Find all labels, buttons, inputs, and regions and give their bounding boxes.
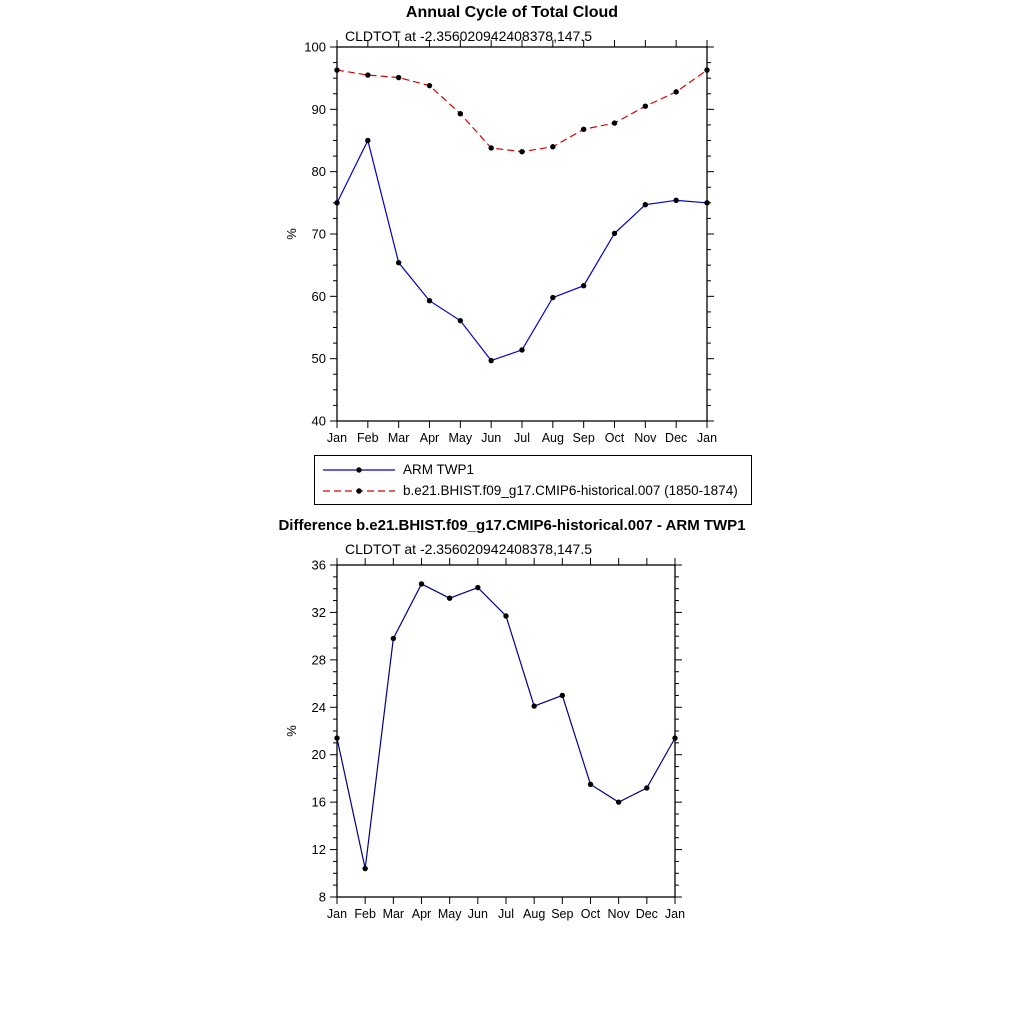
x-tick-label: Jul [498, 907, 514, 921]
legend-label: b.e21.BHIST.f09_g17.CMIP6-historical.007 (1850-1874) [403, 483, 738, 498]
data-point-marker [427, 83, 432, 88]
x-tick-label: Apr [411, 907, 432, 921]
legend-line-sample-solid [321, 462, 397, 478]
x-tick-label: Nov [607, 907, 630, 921]
data-point-marker [643, 104, 648, 109]
top-chart-canvas [0, 0, 1024, 450]
data-point-marker [519, 149, 524, 154]
data-point-marker [391, 636, 396, 641]
x-tick-label: Jan [326, 431, 348, 445]
data-point-marker [581, 127, 586, 132]
series-line-0 [337, 584, 675, 869]
legend-entry [321, 460, 745, 479]
x-tick-label: Jan [696, 431, 718, 445]
series-line-0 [337, 141, 707, 361]
data-point-marker [458, 318, 463, 323]
data-point-marker [365, 72, 370, 77]
y-axis-label: % [284, 228, 299, 240]
top-chart-subtitle: CLDTOT at -2.356020942408378,147.5 [345, 28, 593, 44]
data-point-marker [704, 200, 709, 205]
x-tick-label: Jan [326, 907, 348, 921]
data-point-marker [334, 67, 339, 72]
data-point-marker [581, 283, 586, 288]
x-tick-label: May [448, 431, 473, 445]
y-tick-label: 50 [311, 351, 326, 367]
legend-entry [321, 481, 745, 500]
data-point-marker [550, 144, 555, 149]
data-point-marker [334, 735, 339, 740]
x-tick-label: Apr [419, 431, 440, 445]
y-tick-label: 20 [311, 747, 326, 763]
data-point-marker [519, 347, 524, 352]
bottom-chart-title: Difference b.e21.BHIST.f09_g17.CMIP6-historical.007 - ARM TWP1 [278, 517, 746, 534]
data-point-marker [488, 358, 493, 363]
chart-axes [304, 40, 717, 446]
x-tick-label: Dec [635, 907, 658, 921]
data-point-marker [612, 120, 617, 125]
data-point-marker [616, 799, 621, 804]
y-tick-label: 32 [311, 604, 326, 620]
data-point-marker [419, 581, 424, 586]
x-tick-label: Sep [551, 907, 574, 921]
data-point-marker [334, 200, 339, 205]
x-tick-label: Oct [580, 907, 601, 921]
x-tick-label: Jun [467, 907, 488, 921]
x-tick-label: Dec [665, 431, 688, 445]
y-tick-label: 12 [311, 842, 326, 858]
y-tick-label: 16 [311, 794, 326, 810]
bottom-chart-canvas [0, 555, 1024, 930]
data-point-marker [488, 145, 493, 150]
data-point-marker [427, 298, 432, 303]
x-tick-label: Feb [354, 907, 376, 921]
data-point-marker [503, 613, 508, 618]
y-tick-label: 60 [311, 288, 326, 304]
x-tick-label: Feb [357, 431, 379, 445]
data-point-marker [396, 260, 401, 265]
y-tick-label: 24 [311, 699, 326, 715]
x-tick-label: Nov [634, 431, 657, 445]
legend-marker [356, 488, 361, 493]
data-point-marker [475, 585, 480, 590]
data-point-marker [644, 785, 649, 790]
y-tick-label: 8 [318, 889, 326, 905]
y-tick-label: 40 [311, 413, 326, 429]
data-point-marker [396, 75, 401, 80]
x-tick-label: Oct [604, 431, 625, 445]
x-tick-label: Sep [572, 431, 595, 445]
series-line-1 [337, 70, 707, 152]
bottom-chart-subtitle: CLDTOT at -2.356020942408378,147.5 [345, 541, 593, 557]
data-point-marker [550, 295, 555, 300]
legend-line-sample-dashed [321, 483, 397, 499]
y-tick-label: 70 [311, 226, 326, 242]
y-tick-label: 36 [311, 557, 326, 573]
data-point-marker [588, 782, 593, 787]
data-point-marker [560, 693, 565, 698]
data-point-marker [362, 866, 367, 871]
x-tick-label: Jul [514, 431, 530, 445]
data-point-marker [612, 231, 617, 236]
chart-axes [312, 558, 686, 922]
x-tick-label: Mar [387, 431, 410, 445]
data-point-marker [672, 735, 677, 740]
legend [314, 455, 752, 505]
data-point-marker [447, 596, 452, 601]
data-point-marker [673, 198, 678, 203]
data-point-marker [365, 138, 370, 143]
y-tick-label: 100 [304, 39, 326, 55]
data-point-marker [643, 202, 648, 207]
x-tick-label: Jun [481, 431, 502, 445]
x-tick-label: May [437, 907, 462, 921]
x-tick-label: Jan [664, 907, 686, 921]
data-point-marker [531, 703, 536, 708]
legend-marker [356, 467, 361, 472]
x-tick-label: Aug [523, 907, 546, 921]
x-tick-label: Mar [382, 907, 405, 921]
data-point-marker [458, 111, 463, 116]
data-point-marker [704, 67, 709, 72]
y-tick-label: 28 [311, 652, 326, 668]
y-tick-label: 90 [311, 101, 326, 117]
x-tick-label: Aug [541, 431, 564, 445]
top-chart-title: Annual Cycle of Total Cloud [405, 4, 619, 21]
y-tick-label: 80 [311, 164, 326, 180]
legend-label: ARM TWP1 [403, 462, 475, 477]
y-axis-label: % [284, 725, 299, 737]
data-point-marker [673, 89, 678, 94]
